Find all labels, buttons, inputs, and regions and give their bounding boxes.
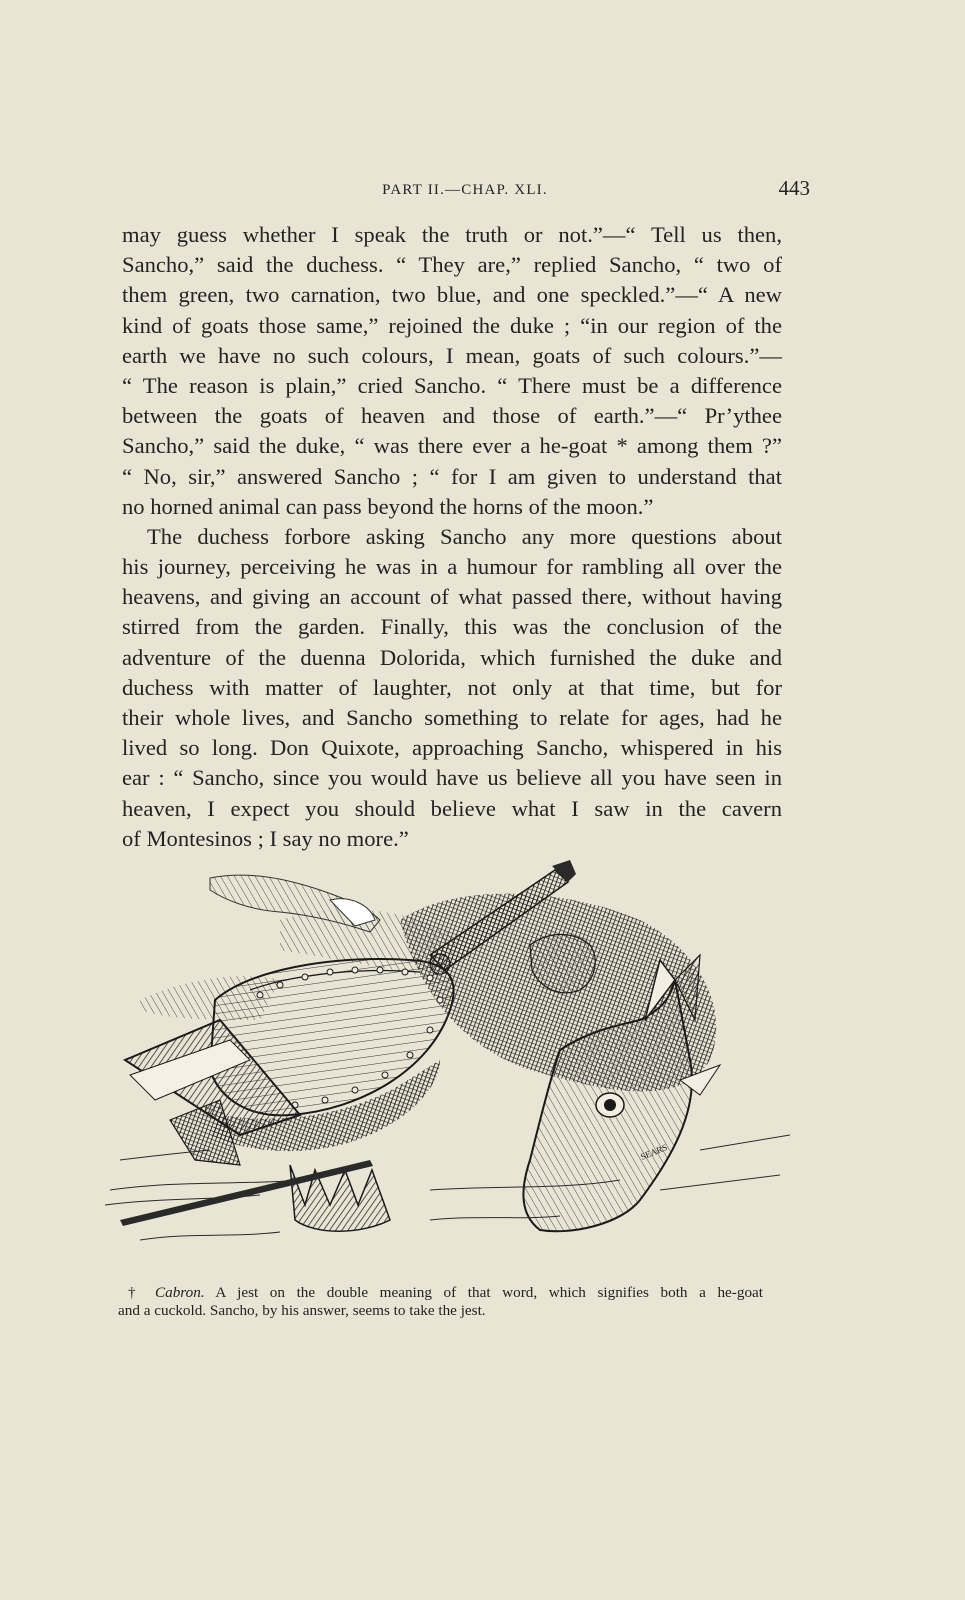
text-line: Sancho,” said the duke, “ was there ever a he-goat * among them ?” — [122, 433, 782, 459]
footnote — [118, 1284, 763, 1320]
text-line: heavens, and giving an account of what passed there, without having — [122, 584, 782, 610]
footnote-line — [118, 1284, 763, 1302]
running-head — [120, 176, 810, 206]
text-line: their whole lives, and Sancho something to relate for ages, had he — [122, 705, 782, 730]
paragraph-end-line: of Montesinos ; I say no more.” — [122, 825, 409, 851]
footnote-line: and a cuckold. Sancho, by his answer, seems to take the jest. — [118, 1302, 486, 1319]
text-line: heaven, I expect you should believe what I saw in the cavern — [122, 795, 782, 821]
crown — [290, 1165, 390, 1231]
text-line: his journey, perceiving he was in a humour for rambling all over the — [122, 554, 782, 580]
footnote-term: Cabron. — [154, 1284, 205, 1301]
text-line: “ The reason is plain,” cried Sancho. “ There must be a difference — [122, 372, 782, 398]
dagger-mark: † — [128, 1284, 144, 1301]
text-line: earth we have no such colours, I mean, goats of such colours.”— — [122, 342, 782, 368]
page-number: 443 — [778, 176, 810, 200]
text-line: stirred from the garden. Finally, this was the conclusion of the — [122, 614, 782, 640]
paragraph-end-line: no horned animal can pass beyond the horns of the moon.” — [122, 493, 654, 519]
engraving-illustration — [100, 860, 790, 1260]
text-line: adventure of the duenna Dolorida, which furnished the duke and — [122, 644, 782, 670]
text-line: them green, two carnation, two blue, and one speckled.”—“ A new — [122, 282, 782, 308]
text-line: lived so long. Don Quixote, approaching Sancho, whispered in his — [122, 735, 782, 761]
text-line: kind of goats those same,” rejoined the duke ; “in our region of the — [122, 312, 782, 338]
footnote-text: A jest on the double meaning of that word, which signifies both a he-goat — [204, 1284, 763, 1301]
paragraph-start-line: The duchess forbore asking Sancho any more questions about — [147, 523, 782, 549]
body-text — [122, 220, 782, 854]
text-line: duchess with matter of laughter, not only at that time, but for — [122, 674, 782, 700]
text-line: between the goats of heaven and those of earth.”—“ Pr’ythee — [122, 403, 782, 429]
text-line: ear : “ Sancho, since you would have us believe all you have seen in — [122, 765, 782, 791]
engraver-signature: SEARS — [639, 1142, 669, 1162]
text-line: may guess whether I speak the truth or not.”—“ Tell us then, — [122, 222, 782, 247]
text-line: “ No, sir,” answered Sancho ; “ for I am given to understand that — [122, 463, 782, 489]
text-line: Sancho,” said the duchess. “ They are,” replied Sancho, “ two of — [122, 252, 782, 278]
running-title: PART II.—CHAP. XLI. — [382, 182, 548, 198]
